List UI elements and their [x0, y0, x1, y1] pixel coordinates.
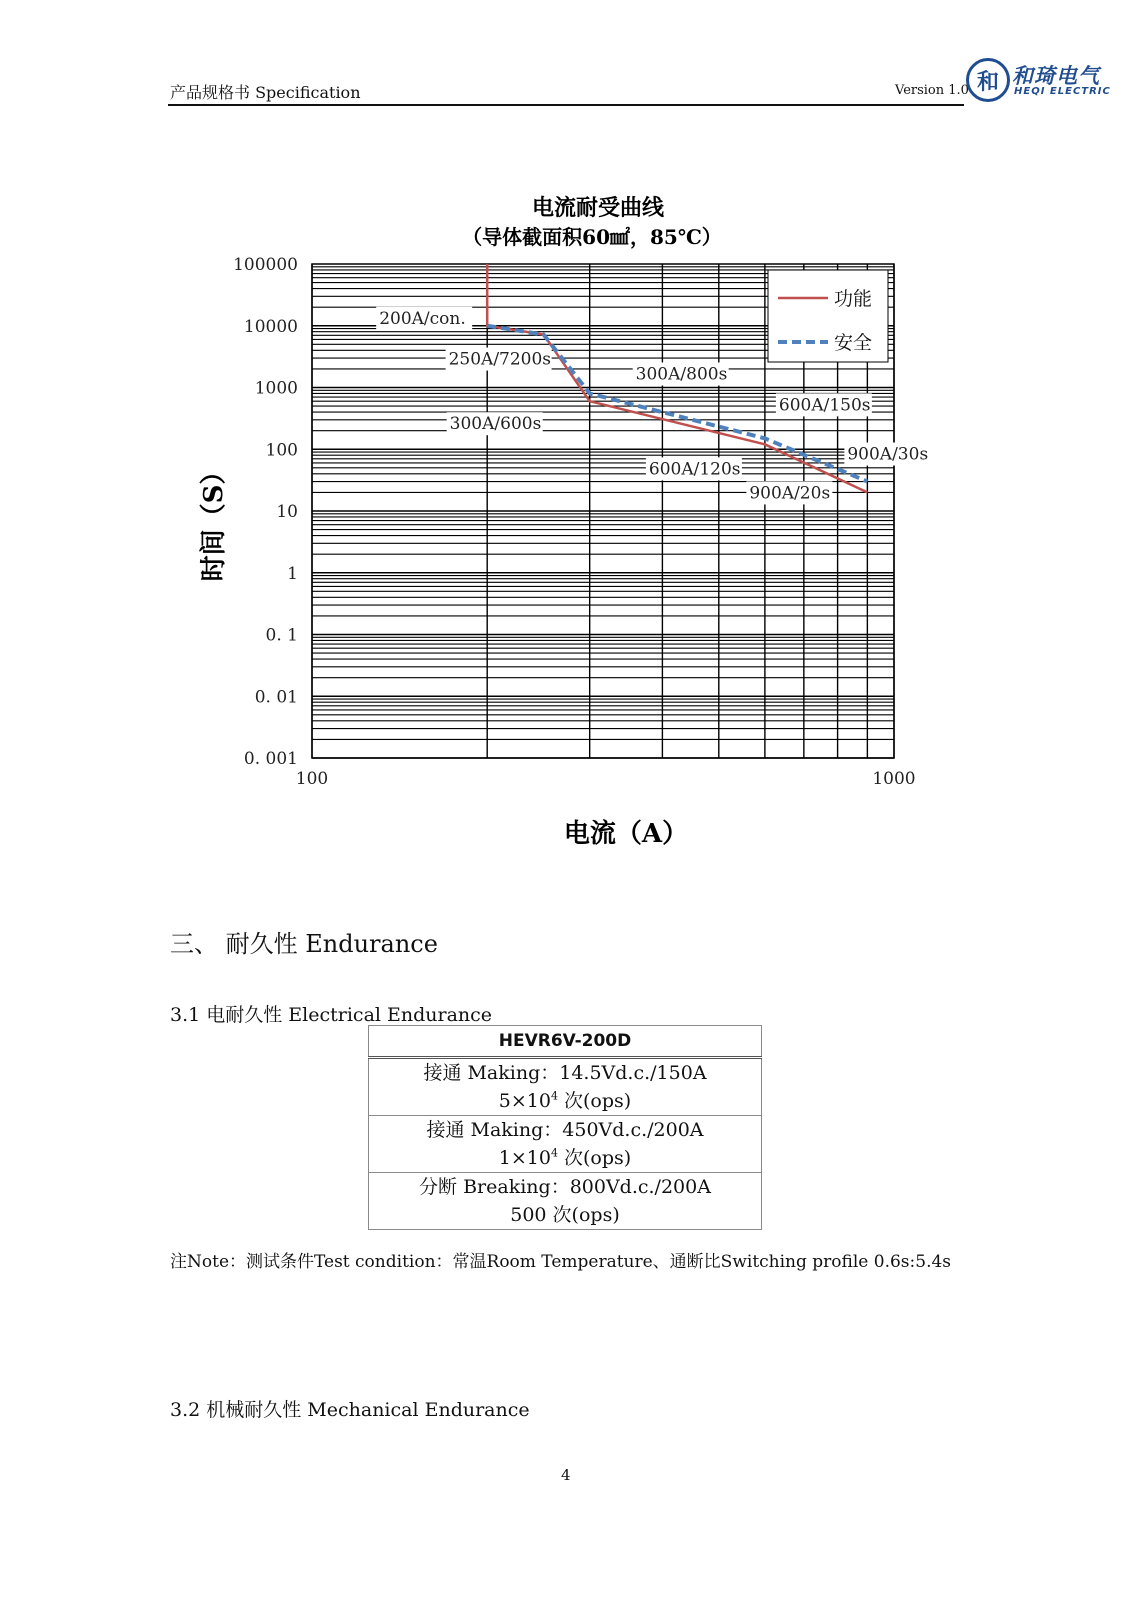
table-cell-condition: 接通 Making：450Vd.c./200A: [426, 1119, 704, 1141]
y-tick-label: 100: [265, 440, 298, 461]
x-tick-label: 1000: [872, 769, 916, 789]
page-number: 4: [561, 1466, 571, 1484]
y-tick-label: 1000: [254, 378, 298, 399]
version-label: Version 1.0: [895, 83, 969, 98]
annotation-label: 600A/120s: [648, 459, 741, 480]
annotation-label: 900A/20s: [749, 483, 831, 504]
chart-legend: [768, 270, 888, 362]
annotation-label: 200A/con.: [379, 308, 466, 329]
document-title: 产品规格书 Specification: [170, 83, 361, 102]
y-tick-label: 10000: [243, 316, 298, 337]
y-tick-label: 10: [276, 502, 298, 522]
y-tick-label: 100000: [233, 255, 298, 275]
y-tick-label: 1: [287, 563, 298, 584]
table-row: [369, 1058, 762, 1116]
y-tick-label: 0. 1: [265, 625, 298, 646]
table-cell-ops: $5\times 10^4$ 次(ops): [498, 1089, 632, 1112]
annotation-label: 250A/7200s: [448, 349, 552, 370]
company-logo-icon: 和: [966, 58, 1010, 102]
section-heading-endurance: 三、 耐久性 Endurance: [170, 930, 438, 958]
company-name-cn: 和琦电气: [1012, 64, 1100, 88]
x-axis-label: 电流（A）: [563, 819, 689, 849]
annotation-label: 600A/150s: [778, 395, 871, 416]
legend-label: 安全: [834, 332, 873, 354]
table-cell-condition: 分断 Breaking：800Vd.c./200A: [419, 1176, 711, 1198]
company-name-en: HEQI ELECTRIC: [1014, 86, 1111, 97]
section-heading-mechanical-endurance: 3.2 机械耐久性 Mechanical Endurance: [170, 1399, 530, 1421]
table-row: [369, 1116, 762, 1173]
y-tick-label: 0. 001: [243, 749, 298, 769]
legend-label: 功能: [834, 288, 873, 310]
table-cell-condition: 接通 Making：14.5Vd.c./150A: [423, 1062, 707, 1084]
y-tick-label: 0. 01: [254, 687, 298, 708]
chart-title: 电流耐受曲线: [531, 195, 665, 221]
table-cell-ops: 500 次(ops): [510, 1204, 620, 1226]
x-tick-label: 100: [295, 769, 329, 789]
test-condition-note: 注Note：测试条件Test condition：常温Room Temperature、通断比Switching profile 0.6s:5.4s: [170, 1252, 952, 1272]
section-heading-electrical-endurance: 3.1 电耐久性 Electrical Endurance: [170, 1004, 493, 1026]
annotation-label: 300A/800s: [635, 364, 728, 385]
y-axis-label: 时间（S）: [199, 458, 229, 582]
table-row: [369, 1173, 762, 1230]
electrical-endurance-table: [368, 1025, 762, 1230]
table-cell-ops: $1\times 10^4$ 次(ops): [498, 1146, 632, 1169]
annotation-label: 300A/600s: [449, 414, 542, 435]
chart-subtitle: （导体截面积60㎟，85℃）: [462, 225, 722, 249]
table-header: HEVR6V-200D: [369, 1026, 762, 1058]
annotation-label: 900A/30s: [847, 444, 929, 465]
